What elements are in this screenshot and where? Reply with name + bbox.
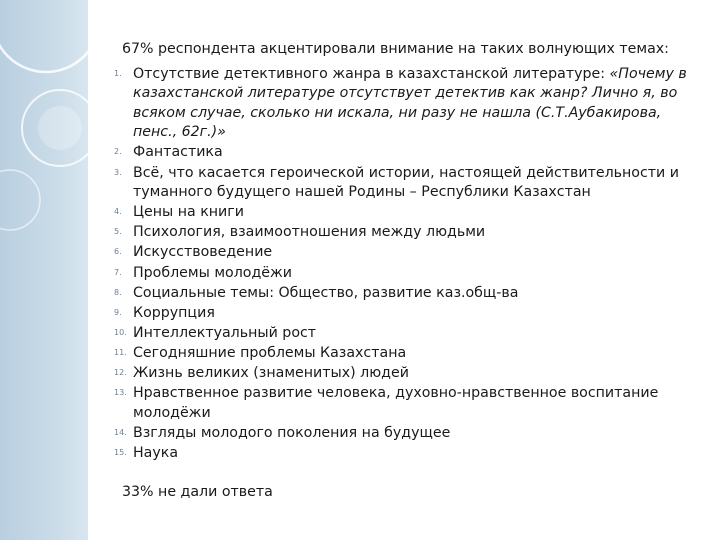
list-item [108, 344, 708, 364]
list-item [108, 384, 708, 423]
list-item-number: 10. [114, 327, 127, 337]
list-item-text: Взгляды молодого поколения на будущее [133, 424, 451, 441]
list-item-number: 12. [114, 368, 127, 377]
list-item [108, 364, 708, 384]
list-item [108, 223, 708, 243]
list-item-quote: «Почему в казахстанской литературе отсутствует детектив как жанр? Лично я, во всяком случае, сколько ни искала, ни разу не нашла (С.Т.Аубакирова, пенс., 62г.)» [133, 65, 687, 141]
list-item [108, 65, 708, 143]
list-item-text: Коррупция [133, 304, 215, 321]
list-item-number: 7. [114, 267, 122, 277]
list-item-text: Наука [133, 444, 179, 461]
outro-text: 33% не дали ответа [122, 484, 273, 501]
list-item-number: 4. [114, 207, 122, 217]
list-item-text: Искусствоведение [133, 244, 273, 261]
list-item-number: 3. [114, 167, 122, 177]
list-item [108, 203, 708, 223]
list-item-number: 14. [114, 427, 127, 437]
list-item-text: Нравственное развитие человека, духовно-нравственное воспитание молодёжи [133, 385, 659, 421]
intro-text: 67% респондента акцентировали внимание на таких волнующих темах: [122, 41, 669, 57]
list-item [108, 164, 708, 203]
list-item-number: 6. [114, 247, 122, 257]
list-item [108, 264, 708, 284]
list-item-text: Отсутствие детективного жанра в казахстанской литературе: [133, 65, 610, 82]
list-item-text: Психология, взаимоотношения между людьми [133, 224, 486, 241]
decorative-side-panel [0, 0, 88, 540]
list-item-text: Социальные темы: Общество, развитие каз.общ-ва [133, 284, 519, 301]
list-item-number: 5. [114, 227, 122, 237]
list-item-number: 15. [114, 447, 127, 457]
topics-list [108, 65, 708, 464]
list-item-text: Интеллектуальный рост [133, 324, 317, 341]
list-item-number: 11. [114, 347, 127, 357]
list-item-text: Фантастика [133, 144, 223, 161]
list-item [108, 243, 708, 263]
list-item [108, 143, 708, 163]
slide-content [108, 40, 708, 503]
list-item [108, 444, 708, 464]
list-item-number: 9. [114, 307, 122, 317]
list-item-text: Проблемы молодёжи [133, 264, 292, 281]
list-item-text: Цены на книги [133, 204, 244, 221]
list-item [108, 284, 708, 304]
list-item-text: Жизнь великих (знаменитых) людей [133, 365, 409, 381]
list-item-text: Всё, что касается героической истории, настоящей действительности и туманного будущего нашей Родины – Республики Казахстан [133, 164, 679, 201]
list-item-text: Сегодняшние проблемы Казахстана [133, 344, 407, 361]
list-item [108, 324, 708, 344]
list-item-number: 8. [114, 287, 122, 297]
list-item [108, 424, 708, 444]
decorative-circles-graphic [0, 0, 88, 540]
list-item-number: 2. [114, 147, 122, 157]
list-item-number: 1. [114, 68, 122, 78]
list-item-number: 13. [114, 388, 127, 398]
list-item [108, 304, 708, 324]
